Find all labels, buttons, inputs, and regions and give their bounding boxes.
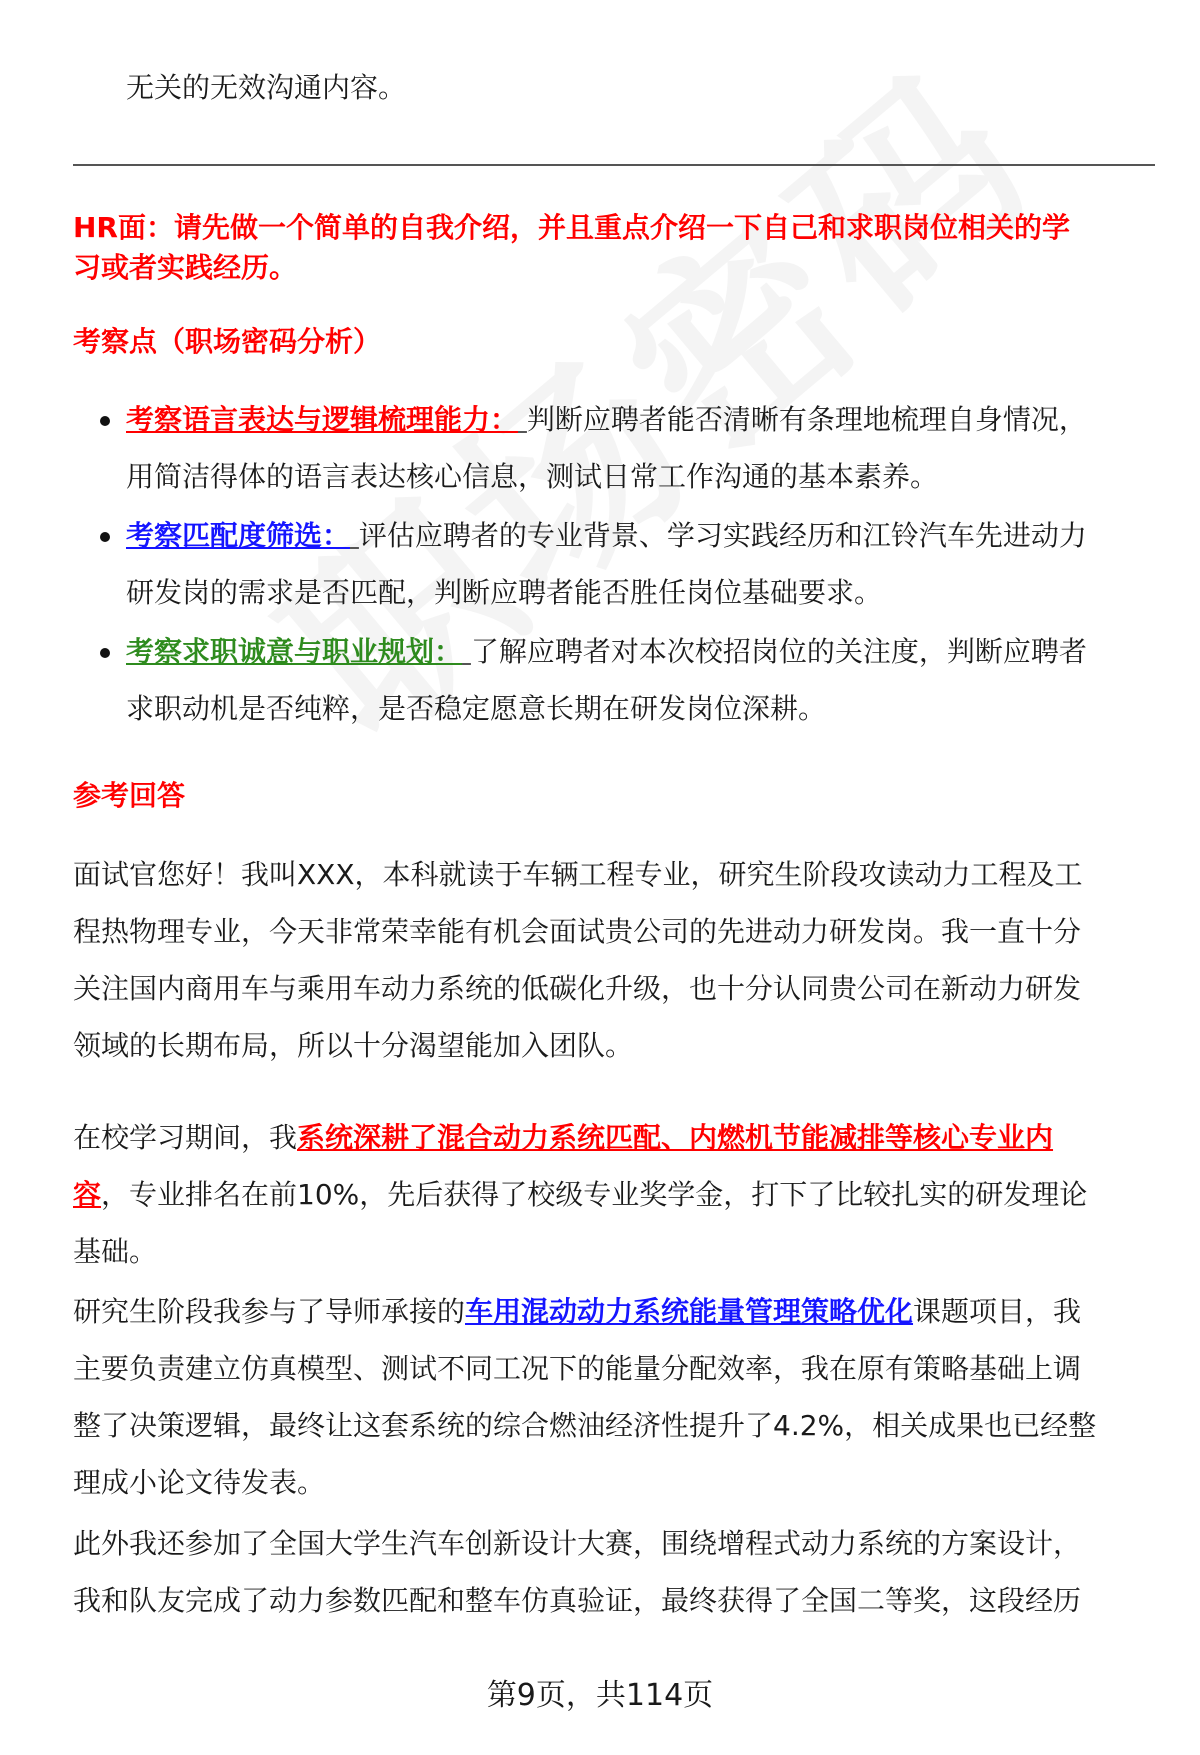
answer-p1-line-4: 领域的长期布局，所以十分渴望能加入团队。	[73, 1029, 634, 1062]
point-1-line-2: 用简洁得体的语言表达核心信息，测试日常工作沟通的基本素养。	[126, 460, 939, 493]
bullet-dot	[100, 532, 110, 542]
answer-p2-highlight: 系统深耕了混合动力系统匹配、内燃机节能减排等核心专业内	[297, 1121, 1054, 1154]
answer-p3-pre: 研究生阶段我参与了导师承接的	[73, 1295, 466, 1328]
point-1-sep	[518, 403, 527, 436]
question-line-2: 习或者实践经历。	[73, 251, 298, 284]
answer-p3-line-4: 理成小论文待发表。	[73, 1466, 326, 1499]
point-2-line-1	[126, 516, 1087, 556]
bullet-dot	[100, 648, 110, 658]
point-2-text: 评估应聘者的专业背景、学习实践经历和江铃汽车先进动力	[358, 519, 1087, 552]
section-heading-points: 考察点（职场密码分析）	[73, 325, 382, 358]
answer-p4-line-2: 我和队友完成了动力参数匹配和整车仿真验证，最终获得了全国二等奖，这段经历	[73, 1584, 1082, 1617]
answer-p1-line-2: 程热物理专业，今天非常荣幸能有机会面试贵公司的先进动力研发岗。我一直十分	[73, 915, 1082, 948]
point-1-line-1	[126, 400, 1087, 440]
point-3-label: 考察求职诚意与职业规划：	[126, 635, 463, 668]
point-3-line-2: 求职动机是否纯粹，是否稳定愿意长期在研发岗位深耕。	[126, 692, 827, 725]
point-2-label: 考察匹配度筛选：	[126, 519, 351, 552]
answer-p3-highlight: 车用混动动力系统能量管理策略优化	[465, 1295, 914, 1328]
answer-p2-line-1	[73, 1118, 1053, 1158]
answer-p2-pre: 在校学习期间，我	[73, 1121, 298, 1154]
answer-p3-post: 课题项目，我	[913, 1295, 1082, 1328]
answer-p3-line-2: 主要负责建立仿真模型、测试不同工况下的能量分配效率，我在原有策略基础上调	[73, 1352, 1082, 1385]
answer-p1-line-3: 关注国内商用车与乘用车动力系统的低碳化升级，也十分认同贵公司在新动力研发	[73, 972, 1082, 1005]
answer-p2-highlight-end: 容	[73, 1178, 102, 1211]
point-2-sep	[350, 519, 359, 552]
point-1-text: 判断应聘者能否清晰有条理地梳理自身情况，	[526, 403, 1087, 436]
intro-tail: 无关的无效沟通内容。	[126, 71, 407, 104]
answer-p4-line-1: 此外我还参加了全国大学生汽车创新设计大赛，围绕增程式动力系统的方案设计，	[73, 1527, 1082, 1560]
point-3-sep	[462, 635, 471, 668]
point-2-line-2: 研发岗的需求是否匹配，判断应聘者能否胜任岗位基础要求。	[126, 576, 883, 609]
point-3-text: 了解应聘者对本次校招岗位的关注度，判断应聘者	[470, 635, 1087, 668]
answer-p2-post: ，专业排名在前10%，先后获得了校级专业奖学金，打下了比较扎实的研发理论	[101, 1178, 1088, 1211]
divider	[73, 164, 1155, 166]
section-heading-answer: 参考回答	[73, 779, 186, 812]
point-3-line-1	[126, 632, 1087, 672]
answer-p3-line-3: 整了决策逻辑，最终让这套系统的综合燃油经济性提升了4.2%，相关成果也已经整	[73, 1409, 1097, 1442]
question-line-1: HR面：请先做一个简单的自我介绍，并且重点介绍一下自己和求职岗位相关的学	[73, 211, 1070, 244]
answer-p2-line-2	[73, 1175, 1087, 1215]
answer-p1-line-1: 面试官您好！我叫XXX，本科就读于车辆工程专业，研究生阶段攻读动力工程及工	[73, 858, 1083, 891]
point-1-label: 考察语言表达与逻辑梳理能力：	[126, 403, 519, 436]
answer-p3-line-1	[73, 1292, 1081, 1332]
answer-p2-line-3: 基础。	[73, 1235, 158, 1268]
bullet-dot	[100, 416, 110, 426]
page-footer: 第9页，共114页	[486, 1678, 714, 1713]
